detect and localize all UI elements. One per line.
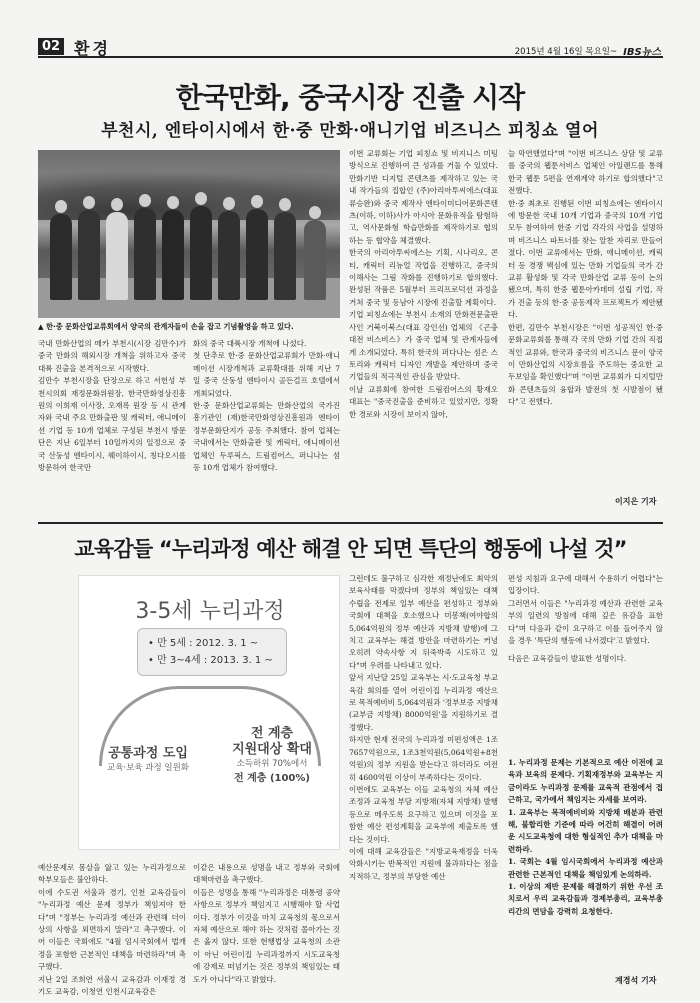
left-item-sub: 교육·보육 과정 일원화 bbox=[106, 763, 189, 773]
photo-person bbox=[78, 210, 100, 300]
photo-person bbox=[162, 210, 184, 300]
paragraph: 이번 교류회는 기업 피칭쇼 및 비지니스 미팅 방식으로 진행하여 큰 성과를 거둘 수 있었다. 만화기반 디지털 콘텐츠를 제작하고 있는 국내 작가들의 집합인 (주)아리아투씨에스(대표 류승완)와 중국 제작사 엔타이미디어문화콘텐츠(이하, 이하)사가 아시아 문화유적을 탐험하고, 역사문화형 학습만화를 제작하기로 협의하는 등 협약을 체결했다. bbox=[349, 149, 498, 245]
photo-person bbox=[274, 212, 296, 300]
article2-column-1 bbox=[38, 862, 186, 998]
right-item-title: 전 계층 bbox=[250, 726, 294, 741]
left-item-title: 공통과정 도입 bbox=[108, 746, 188, 761]
paragraph: 하지만 현재 전국의 누리과정 미편성액은 1조7657억원으로, 1조3천억원(5,064억원+8천억원)의 정부 지원을 받는다고 하더라도 여전히 4600억원 이상이 부족하다는 것이다. bbox=[349, 735, 498, 782]
photo-person bbox=[218, 211, 240, 300]
article2-headline: 교육감들 “누리과정 예산 해결 안 되면 특단의 행동에 나설 것” bbox=[74, 537, 627, 561]
paragraph: 한편, 김만수 부천시장은 "이번 성공적인 한·중 문화교류회를 통해 각 국의 만화 기업 간의 직접적인 교류와, 한국과 중국의 비즈니스 문이 양국이 만화산업의 시장흐름을 주도하는 중요한 교두보임을 확인했다"며 "이번 교류회가 디지털만화 콘텐츠들의 융합과 발전의 첫 시발점이 됐다"고 전했다. bbox=[508, 322, 663, 407]
photo-person bbox=[190, 206, 212, 300]
paragraph: 첫 단추로 한·중 문화산업교류회가 만화·애니메이션 시장개척과 교류확대를 위해 지난 7일 중국 산둥성 엔타이시 골든걸프 호텔에서 개최되었다. bbox=[193, 351, 340, 398]
paragraph: 그런데도 불구하고 심각한 재정난에도 최악의 보육사태를 막겠다며 정부의 책임있는 대책 수립을 전제로 일부 예산을 편성하고 정부와 국회에 대책을 호소했으나 미봉책(여야합의 5,064억원의 정부 예산과 지방채 발행)에 그치고 교육부는 해결 방안을 마련하기는 커녕 오히려 약속사항 지 뒤죽박죽 시도하고 있다"며 우려를 나타내고 있다. bbox=[349, 574, 498, 670]
paragraph: 한국의 아리아투씨에스는 기획, 시나리오, 콘티, 캐릭터 리뉴얼 작업을 진행하고, 중국의 이해사는 그림 작화를 진행하기로 합의했다. 완성된 작품은 5월부터 프리프로덕션 과정을 거쳐 중국 및 동남아 시장에 진출할 계획이다. bbox=[349, 248, 498, 307]
photo-person bbox=[106, 212, 128, 300]
photo-person bbox=[304, 220, 326, 300]
article1-column-4 bbox=[508, 148, 663, 409]
infographic-left-item bbox=[93, 746, 203, 775]
paragraph: 이에 대해 교육감들은 "지방교육재정을 더욱 악화시키는 반복적인 지원에 불과하다는 점을 지적하고, 정부의 부당한 예산 bbox=[349, 846, 498, 881]
issue-date: 2015년 4월 16일 목요일~ bbox=[514, 46, 618, 57]
paragraph: 이번에도 교육부는 이들 교육청의 자체 예산 조정과 교육청 부담 지방채(자체 지방채) 발행 등으로 메우도록 요구하고 있으며 이것을 포함한 예산 편성계획을 교육부에 제출토록 했다는 것이다. bbox=[349, 784, 498, 844]
article2-statement bbox=[508, 757, 663, 918]
article-divider bbox=[38, 522, 663, 524]
paragraph: 앞서 지난달 25일 교육부는 시·도교육청 부교육감 회의를 열어 어린이집 누리과정 예산으로 목적예비비 5,064억원과 '정부보증 지방채(교부금 지방채) 8000억원'을 지원하기로 결정했다. bbox=[349, 673, 498, 732]
paragraph: 한·중 문화산업교류회는 만화산업의 국가진흥기관인 (재)한국만화영상진흥원과 엔타이정부문화단지가 공동 주최했다. 참여 업체는 국내에서는 만화출판 및 캐릭터, 애니메이션 업체인 두루픽스, 드림컴어스, 퍼니나는 섬 등 10개 업체가 참여했다. bbox=[193, 401, 340, 473]
article1-photo bbox=[38, 150, 340, 318]
article1-column-1 bbox=[38, 338, 186, 474]
dateline bbox=[515, 43, 661, 58]
paragraph: 이들은 성명을 통해 "누리과정은 대통령 공약 사항으로 정부가 책임지고 시행해야 할 사업이다. 정부가 이것을 마치 교육청의 몫으로서 자체 예산으로 해야 하는 것처럼 몰아가는 것은 옳지 않다. 또한 현행법상 교육청의 소관이 아닌 어린이집 누리과정까지 시도교육청에 강제로 떠넘기는 것은 정부의 책임있는 태도가 아니다"라고 밝혔다. bbox=[193, 887, 340, 984]
statement-item: 1. 누리과정 문제는 기본적으로 예산 이전에 교육과 보육의 문제다. 기획재정부와 교육부는 지금이라도 누리과정 문제를 교육적 관점에서 접근하고, 국가에서 책임지는 자세를 보여라. bbox=[508, 758, 663, 805]
statement-item: 1. 이상의 제반 문제를 해결하기 위한 우선 조치로서 우리 교육감들과 경제부총리, 교육부총리간의 면담을 강력히 요청한다. bbox=[508, 882, 663, 916]
article2-byline: 계경석 기자 bbox=[615, 976, 657, 985]
paragraph: 지난 2일 조희연 서울시 교육감과 이재정 경기도 교육감, 이청연 인천시교육감은 bbox=[38, 974, 186, 997]
statement-item: 1. 교육부는 목적예비비와 지방채 배분과 관련해, 불합리한 기준에 따라 어건히 해결이 어려운 시도교육청에 대한 형실적인 추가 대책을 마련하라. bbox=[508, 807, 663, 854]
brand-logo: IBS뉴스 bbox=[623, 47, 661, 58]
infographic-title: 3-5세 누리과정 bbox=[135, 599, 285, 624]
paragraph: 다음은 교육감들이 발표한 성명이다. bbox=[508, 654, 627, 664]
right-item-sub: 전 계층 (100%) bbox=[234, 773, 310, 784]
paragraph: 이날 교류회에 참여한 드림컴어스의 황재오 대표는 "중국진출을 준비하고 있었지만, 정확한 경로와 시장이 보이지 않아, bbox=[349, 384, 498, 419]
article1-column-3 bbox=[349, 148, 498, 421]
paragraph: 기업 피칭쇼에는 부천시 소재의 만화전문출판사인 거북이북스(대표 강인선) 업체의 《곤충대전 비스비스》가 중국 업체 및 관계자들에게 소개되었다. 특히 한국의 퍼다나는 섬은 스토리와 캐릭터 디자인 개발을 제안하며 중국 기업들의 적극적인 관심을 받았다. bbox=[349, 310, 498, 382]
page-number: 02 bbox=[38, 38, 64, 55]
article2-column-3 bbox=[349, 573, 498, 883]
article1-photo-caption: ▲ 한·중 문화산업교류회에서 양국의 관계자들이 손을 잡고 기념촬영을 하고 있다. bbox=[38, 322, 294, 331]
article2-column-4 bbox=[508, 573, 663, 666]
paragraph: 김만수 부천시장을 단장으로 하고 서헌성 부천시의회 재정문화위원장, 한국만화영상진흥원의 이희재 이사장, 오재록 원장 등 시 관계자와 국내 주요 만화출판 및 캐릭터, 애니메이션 기업 등 10개 업체로 구성된 부천시 방문단은 지난 6일부터 10일까지의 일정으로 중국 산둥성 엔타이시, 웨이하이시, 칭다오시를 방문하여 한국만 bbox=[38, 376, 186, 473]
paragraph: 한·중 최초로 진행된 이번 피칭쇼에는 엔타이시에 방문한 국내 10개 기업과 중국의 10개 기업 모두 참여하여 한중 기업 각각의 사업을 설명하며 비즈니스 파트너를 찾는 알찬 자리로 만들어 졌다. 이번 교류에서는 만화, 애니메이션, 캐릭터 등 경쟁 핵심에 있는 만화 기업들의 국가 간 교류 활성화 및 각국 만화산업 교류 등이 논의 됐으며, 특히 한중 웹툰아카데미 설립 기업, 작가 진출 등의 한·중 공동제작 프로젝트가 제안됐다. bbox=[508, 198, 663, 320]
schedule-line: • 만 5세 : 2012. 3. 1 ~ bbox=[148, 638, 259, 649]
statement-item: 1. 국회는 4월 임시국회에서 누리과정 예산과 관련한 근본적인 대책을 책임있게 논의하라. bbox=[508, 857, 663, 879]
paragraph: 그러면서 이들은 "누리과정 예산과 관련한 교육부의 일련의 방침에 대해 깊은 유감을 표한다"며 다음과 같이 요구하고 이를 들어주지 않을 경우 '특단의 행동에 나서겠다'고 밝혔다. bbox=[508, 598, 663, 646]
article1-subheadline: 부천시, 엔타이시에서 한·중 만화·애니기업 비즈니스 피칭쇼 열어 bbox=[101, 121, 599, 141]
article2-column-2 bbox=[193, 862, 340, 986]
photo-person bbox=[50, 214, 72, 300]
right-item-sub: 소득하위 70%에서 bbox=[236, 759, 308, 769]
paragraph: 이에 수도권 서울과 경기, 인천 교육감들이 "누리과정 예산 문제 정부가 책임져야 한다"며 "정부는 누리과정 예산과 관련해 더이상의 사항을 외면하지 말라"고 촉구했다. 이어 이들은 국회에도 "4월 임시국회에서 법개정을 포함한 근본적인 대책을 마련하라"며 촉구했다. bbox=[38, 887, 186, 972]
nuri-infographic bbox=[78, 575, 340, 850]
article1-column-2 bbox=[193, 338, 340, 474]
paragraph: 국내 만화산업의 메카 부천시(시장 김만수)가 중국 만화의 해외시장 개척을 위하고자 중국 대륙 진출을 본격적으로 시작했다. bbox=[38, 339, 186, 373]
article1-headline: 한국만화, 중국시장 진출 시작 bbox=[175, 81, 525, 114]
paragraph: 화의 중국 대륙시장 개척에 나섰다. bbox=[193, 339, 307, 348]
paragraph: 예산문제로 몸살을 앓고 있는 누리과정으로 학부모들은 불안하다. bbox=[38, 863, 186, 885]
paragraph: 늘 막연했었다"며 "이번 비즈니스 상담 및 교류를 중국의 웹툰서비스 업체인 아일랜드를 통해 한국 웹툰 5편을 연재계약 하기로 합의했다"고 전했다. bbox=[508, 149, 663, 196]
right-item-title: 지원대상 확대 bbox=[232, 742, 312, 757]
photo-person bbox=[246, 209, 268, 300]
article1-byline: 이지은 기자 bbox=[615, 497, 657, 506]
page-header bbox=[38, 36, 663, 58]
paragraph: 편성 지침과 요구에 대해서 수용하기 어렵다"는 입장이다. bbox=[508, 574, 663, 596]
section-title: 환경 bbox=[74, 39, 111, 58]
photo-person bbox=[134, 208, 156, 300]
schedule-line: • 만 3~4세 : 2013. 3. 1 ~ bbox=[148, 655, 273, 666]
infographic-schedule-box bbox=[137, 628, 287, 676]
paragraph: 이같은 내용으로 성명을 내고 정부와 국회에 대책마련을 촉구했다. bbox=[193, 863, 340, 885]
infographic-right-item bbox=[213, 726, 331, 787]
